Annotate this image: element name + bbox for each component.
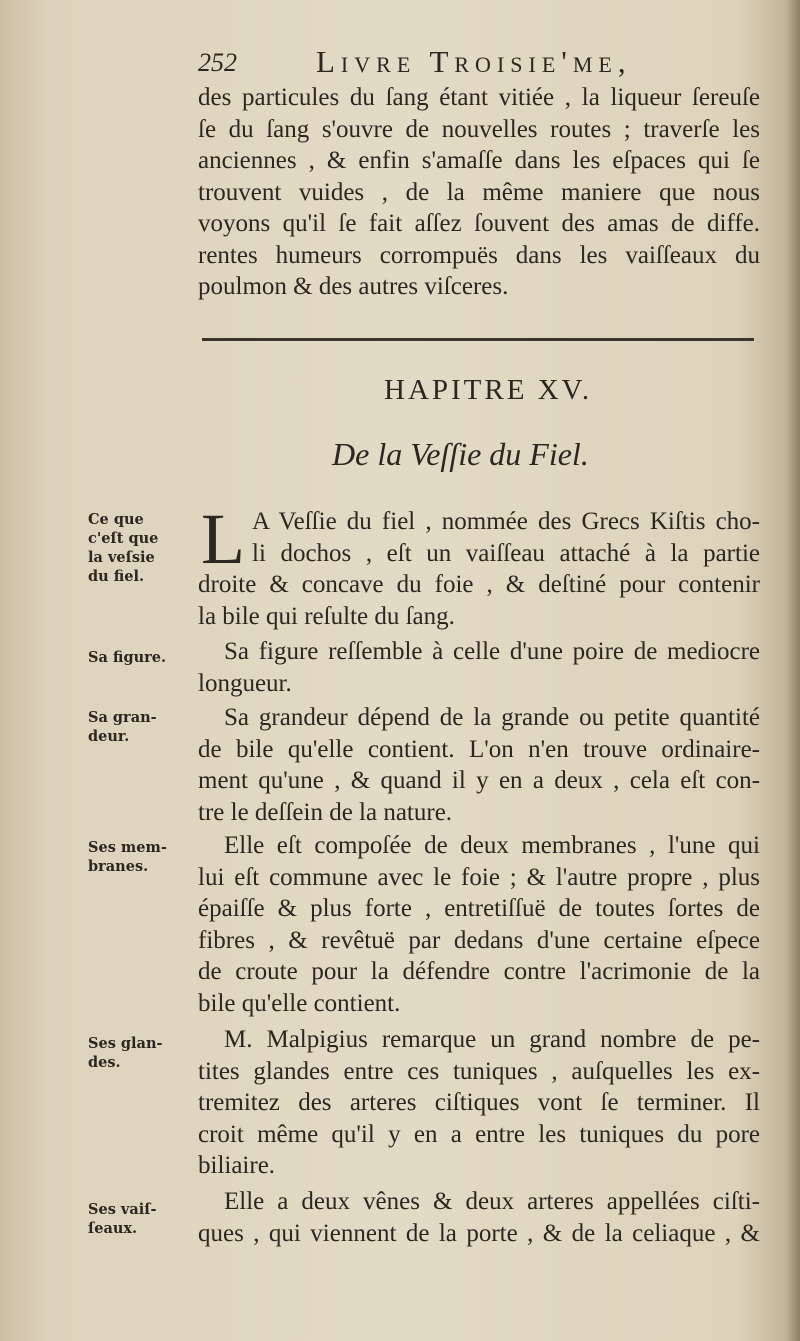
- margin-note: [88, 1034, 188, 1072]
- page-number: 252: [198, 48, 237, 77]
- page-gutter-shadow: [786, 0, 800, 1341]
- margin-line: Ce que: [88, 511, 144, 528]
- margin-line: deur.: [88, 728, 130, 745]
- margin-line: c'eſt que: [88, 530, 159, 547]
- margin-note: [88, 708, 188, 746]
- drop-cap: L: [201, 499, 245, 579]
- margin-note: [88, 648, 188, 667]
- text-line: Elle eſt compoſée de deux membranes , l'une qui: [224, 832, 760, 859]
- paragraph-vessie-cont: [198, 569, 760, 632]
- margin-note: [88, 838, 188, 876]
- margin-line: branes.: [88, 858, 149, 875]
- text-line: Sa figure reſſemble à celle d'une poire de mediocre: [224, 638, 760, 665]
- margin-line: la veſsie: [88, 549, 155, 566]
- running-title: Livre Troisie'me,: [316, 44, 632, 79]
- margin-line: Ses glan-: [88, 1035, 163, 1052]
- text-line: de bile qu'elle contient. L'on n'en trouve ordinaire-: [198, 735, 760, 763]
- text-line: A Veſſie du fiel , nommée des Grecs Kiſtis cho-: [252, 508, 760, 535]
- text-line: anciennes , & enfin s'amaſſe dans les eſpaces qui ſe: [198, 147, 760, 174]
- chapter-subtitle: De la Veſſie du Fiel.: [332, 436, 589, 472]
- paragraph-vaisseaux: [198, 1186, 760, 1249]
- margin-line: Ses vaiſ-: [88, 1201, 157, 1218]
- text-line: longueur.: [198, 669, 292, 697]
- text-line: Elle a deux vênes & deux arteres appellées ciſti-: [224, 1188, 760, 1215]
- top-paragraph: [198, 82, 760, 303]
- text-line: tremitez des arteres ciſtiques vont ſe terminer. Il: [198, 1089, 760, 1116]
- paragraph-glandes: [198, 1024, 760, 1182]
- text-line: bile qu'elle contient.: [198, 989, 401, 1017]
- text-line: tites glandes entre ces tuniques , auſquelles les ex-: [198, 1057, 760, 1085]
- text-line: lui eſt commune avec le foie ; & l'autre propre , plus: [198, 863, 760, 891]
- text-line: tre le deſſein de la nature.: [198, 798, 453, 826]
- margin-note: [88, 510, 188, 586]
- margin-line: Sa figure.: [88, 649, 167, 666]
- text-line: épaiſſe & plus forte , entretiſſuë de toutes ſortes de: [198, 895, 760, 922]
- paragraph-figure: [198, 636, 760, 699]
- text-line: la bile qui reſulte du ſang.: [198, 602, 455, 630]
- text-line: voyons qu'il ſe fait aſſez ſouvent des amas de diffe.: [198, 210, 760, 237]
- text-line: croit même qu'il y en a entre les tuniques du pore: [198, 1120, 760, 1148]
- text-line: li dochos , eſt un vaiſſeau attaché à la partie: [252, 539, 760, 567]
- paragraph-grandeur: [198, 702, 760, 828]
- running-header: [198, 42, 758, 82]
- paragraph-vessie: [252, 506, 760, 569]
- chapter-title: HAPITRE XV.: [384, 374, 593, 406]
- section-divider: [202, 338, 754, 341]
- text-line: ment qu'une , & quand il y en a deux , cela eſt con-: [198, 767, 760, 794]
- margin-line: Ses mem-: [88, 839, 167, 856]
- margin-line: Sa gran-: [88, 709, 157, 726]
- text-line: ſe du ſang s'ouvre de nouvelles routes ; traverſe les: [198, 115, 760, 143]
- margin-line: du fiel.: [88, 568, 145, 585]
- text-line: fibres , & revêtuë par dedans d'une certaine eſpece: [198, 926, 760, 954]
- text-line: des particules du ſang étant vitiée , la liqueur ſereuſe: [198, 84, 760, 111]
- text-line: rentes humeurs corrompuës dans les vaiſſeaux du: [198, 241, 760, 269]
- text-line: ques , qui viennent de la porte , & de la celiaque , &: [198, 1219, 760, 1247]
- margin-line: ſeaux.: [88, 1220, 138, 1237]
- text-line: poulmon & des autres viſceres.: [198, 273, 509, 300]
- paragraph-membranes: [198, 830, 760, 1019]
- margin-note: [88, 1200, 188, 1238]
- text-line: M. Malpigius remarque un grand nombre de pe-: [224, 1026, 760, 1053]
- text-line: droite & concave du foie , & deſtiné pour contenir: [198, 571, 760, 598]
- margin-line: des.: [88, 1054, 121, 1071]
- text-line: trouvent vuides , de la même maniere que nous: [198, 178, 760, 206]
- text-line: Sa grandeur dépend de la grande ou petite quantité: [224, 704, 760, 731]
- text-line: de croute pour la défendre contre l'acrimonie de la: [198, 958, 760, 985]
- text-line: biliaire.: [198, 1152, 276, 1179]
